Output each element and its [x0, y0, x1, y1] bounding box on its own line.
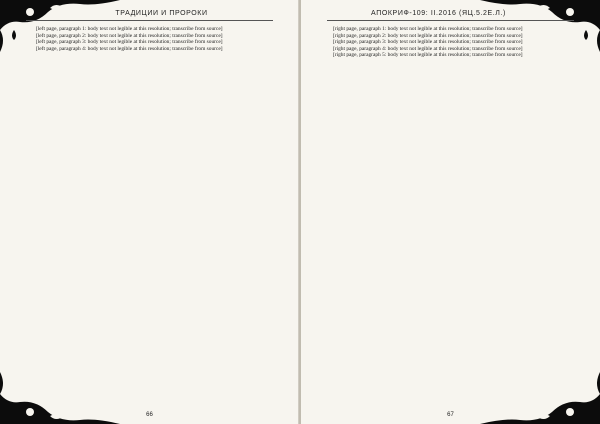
paragraph: [right page, paragraph 4: body text not legible at this resolution; transcribe from source]: [333, 45, 523, 52]
right-page: [301, 0, 600, 424]
running-head: АПОКРИФ-109: II.2016 (ЯЦ.5.2Е.Л.): [371, 10, 506, 17]
header-rule: [327, 20, 574, 21]
paragraph: [left page, paragraph 1: body text not legible at this resolution; transcribe from source]: [36, 26, 223, 32]
running-head: ТРАДИЦИИ И ПРОРОКИ: [115, 10, 208, 17]
paragraph: [left page, paragraph 4: body text not legible at this resolution; transcribe from source]: [36, 45, 223, 52]
paragraph: [right page, paragraph 5: body text not legible at this resolution; transcribe from source]: [333, 52, 523, 59]
page-number: 67: [447, 412, 454, 418]
left-page: [0, 0, 299, 424]
paragraph: [left page, paragraph 3: body text not legible at this resolution; transcribe from source]: [36, 39, 223, 46]
header-rule: [26, 20, 273, 21]
paragraph: [right page, paragraph 2: body text not legible at this resolution; transcribe from source]: [333, 32, 523, 39]
paragraph: [left page, paragraph 2: body text not legible at this resolution; transcribe from source]: [36, 32, 223, 39]
page-number: 66: [146, 412, 153, 418]
paragraph: [right page, paragraph 1: body text not legible at this resolution; transcribe from source]: [333, 26, 523, 32]
body-text: [26, 26, 277, 402]
paragraph: [right page, paragraph 3: body text not legible at this resolution; transcribe from source]: [333, 39, 523, 46]
body-text: [323, 26, 574, 402]
